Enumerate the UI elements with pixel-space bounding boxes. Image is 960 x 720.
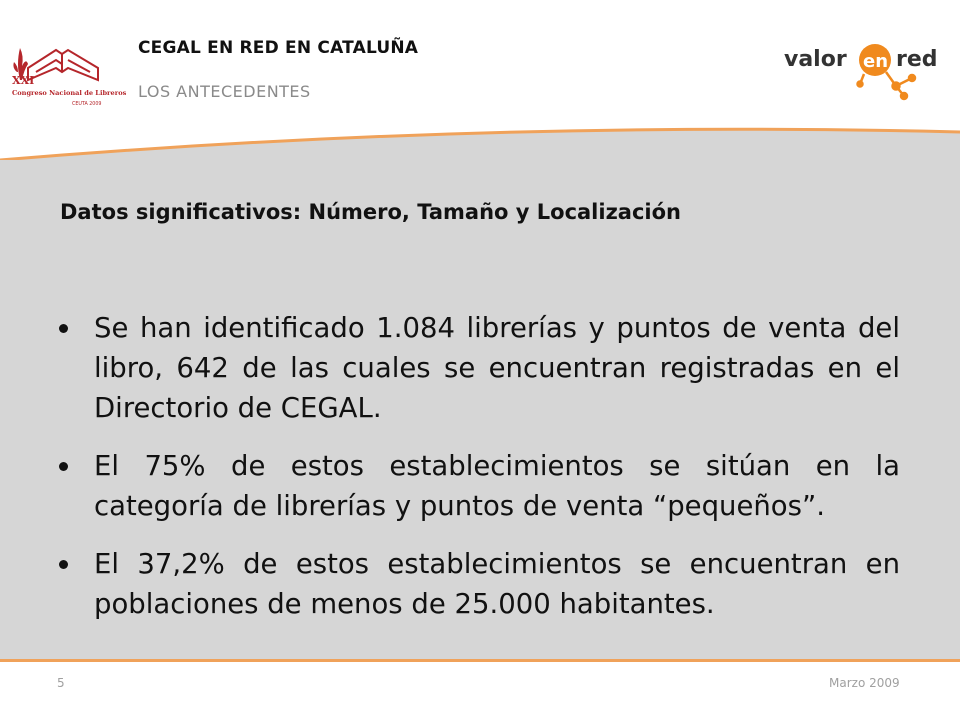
network-nodes-icon — [858, 72, 916, 99]
bullet-icon — [59, 324, 68, 333]
footer-date: Marzo 2009 — [829, 676, 900, 690]
page-number: 5 — [57, 676, 65, 690]
bullet-list — [58, 308, 900, 642]
slide-content — [0, 160, 960, 660]
logo-red-text: red — [896, 47, 938, 72]
bullet-item — [58, 308, 900, 428]
bullet-text: El 75% de estos establecimientos se sitúan en la categoría de librerías y puntos de venta “pequeños”. — [94, 450, 900, 522]
logo-congreso-text: Congreso Nacional de Libreros — [12, 89, 127, 97]
footer-divider — [0, 659, 960, 662]
open-book-icon — [6, 34, 127, 112]
bullet-icon — [59, 560, 68, 569]
bullet-item — [58, 544, 900, 624]
bullet-text: El 37,2% de estos establecimientos se encuentran en poblaciones de menos de 25.000 habitantes. — [94, 548, 900, 620]
header-title: CEGAL EN RED EN CATALUÑA — [138, 38, 419, 58]
logo-valor-text: valor — [784, 47, 847, 72]
bullet-text: Se han identificado 1.084 librerías y puntos de venta del libro, 642 de las cuales se encuentran registradas en el Directorio de CEGAL. — [94, 312, 900, 424]
valor-en-red-logo — [780, 32, 946, 102]
logo-en-text: en — [863, 51, 889, 72]
header-subtitle: LOS ANTECEDENTES — [138, 82, 311, 101]
logo-ceuta-text: CEUTA 2009 — [72, 102, 102, 107]
section-heading: Datos significativos: Número, Tamaño y Localización — [60, 200, 681, 224]
logo-roman-numeral: XXI — [12, 74, 35, 87]
congreso-libreros-logo — [6, 34, 127, 112]
bullet-item — [58, 446, 900, 526]
bullet-icon — [59, 462, 68, 471]
